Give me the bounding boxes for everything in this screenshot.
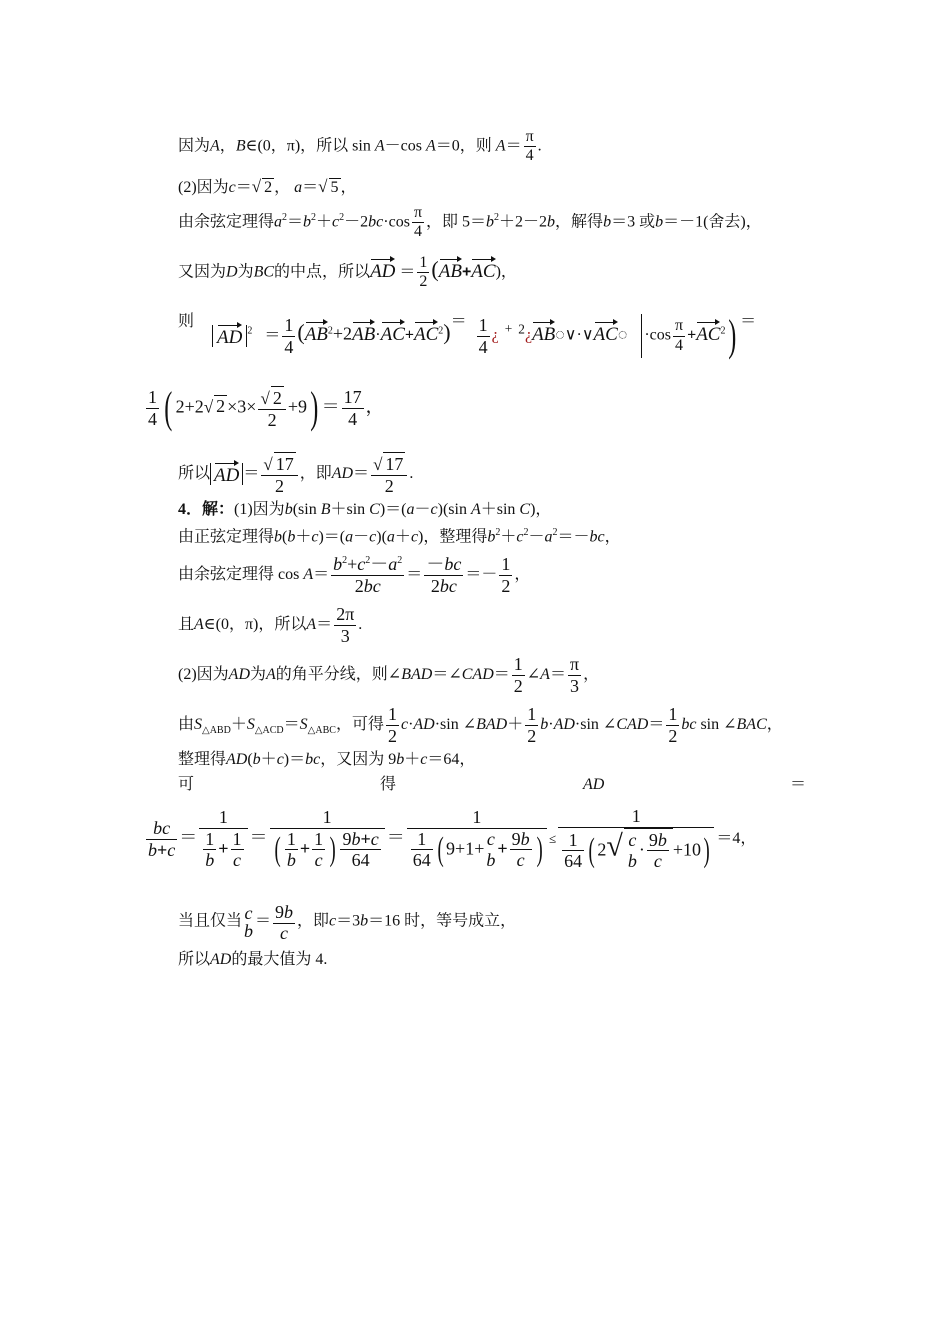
text: 又因为 — [178, 263, 227, 281]
text: ＝4， — [716, 830, 757, 848]
text: ·sin ∠ — [434, 715, 477, 733]
text: ＝ — [302, 179, 319, 196]
vector: AC — [471, 260, 496, 282]
text: ， — [583, 665, 600, 683]
var: CAD — [461, 665, 494, 683]
fraction: $\frac{1}{2}$ — [668, 704, 678, 746]
text: ＝ — [406, 565, 423, 583]
text: ∨·∨ — [564, 326, 594, 344]
var: a — [345, 528, 354, 546]
text: ＋ — [394, 528, 411, 546]
abs-bars — [212, 325, 247, 347]
problem-number: 4．解： — [178, 501, 235, 518]
text: ∈(0，π)，所以 — [203, 615, 307, 633]
var: c — [329, 912, 337, 930]
text: ( — [247, 751, 253, 768]
text: ∈(0，π)，所以 sin — [245, 137, 371, 155]
text: ＝ — [235, 179, 252, 196]
text: ·sin ∠ — [574, 715, 617, 733]
radical-sign: √ — [260, 389, 270, 408]
text: ·cos — [644, 326, 671, 344]
fraction: $\frac{1}{2}$ — [387, 704, 397, 746]
var: c — [276, 751, 284, 768]
var: b — [655, 213, 664, 231]
fraction: c b — [244, 902, 254, 941]
var: AD — [228, 665, 250, 683]
fraction: $\frac{1}{2}$ — [501, 554, 511, 596]
right-paren: ) — [310, 383, 319, 433]
exp: 2 — [339, 212, 345, 224]
line-7 — [178, 452, 413, 496]
text: 2 — [518, 321, 525, 337]
exp: 2 — [494, 212, 500, 224]
fraction: $\frac{\pi}{4}$ — [525, 128, 534, 165]
text: + — [504, 321, 513, 337]
text: ＝ — [243, 464, 260, 482]
var: bc — [589, 528, 605, 546]
fraction: $\frac{1}{2}$ — [513, 654, 523, 696]
var: c — [369, 528, 377, 546]
var: b — [274, 528, 283, 546]
text: 所以 — [178, 464, 211, 482]
var: b — [252, 751, 261, 768]
fraction: $\frac{\pi}{4}$ — [675, 317, 684, 354]
text: ＝ — [179, 827, 198, 848]
vector: AD — [214, 465, 240, 487]
fraction: $\frac{√ 17}{2}$ — [371, 452, 407, 496]
radical-sign: √ — [318, 177, 328, 196]
text: ( — [282, 528, 288, 546]
radicand: 5 — [330, 179, 339, 196]
text: )，整理得 — [418, 528, 488, 546]
text: ， — [766, 715, 783, 733]
text: ＝ — [283, 715, 300, 733]
var: A — [425, 137, 436, 155]
text: 的角平分线，则∠ — [275, 665, 402, 683]
text: ＝ — [353, 464, 370, 482]
text: ，即 5＝ — [426, 213, 487, 231]
var: S — [194, 715, 203, 733]
text: . — [409, 464, 414, 482]
fraction: $\frac{1}{4}$ — [148, 387, 157, 429]
var: AD — [226, 751, 248, 768]
fraction: $\frac{-bc}{2bc}$ — [426, 554, 462, 596]
exp: 2 — [720, 325, 726, 337]
placeholder-glyph: ◌ — [555, 326, 565, 344]
var: C — [369, 501, 380, 518]
text: · — [548, 715, 554, 733]
text: ＝ — [493, 665, 510, 683]
radicand: 2 — [216, 396, 226, 417]
text: ＝3 — [336, 912, 361, 930]
line-11 — [178, 604, 362, 646]
text: ＝ — [505, 137, 522, 155]
fraction: $\frac{1}{4}$ — [284, 314, 294, 357]
line-12 — [178, 654, 599, 696]
var: D — [226, 263, 238, 281]
fraction: $\frac{2\pi}{3}$ — [336, 604, 355, 646]
text: ，可得 — [335, 715, 384, 733]
var: bc — [305, 751, 321, 768]
text: ， — [219, 137, 236, 155]
var: BAC — [736, 715, 767, 733]
var: A — [194, 615, 204, 633]
exp: 2 — [438, 325, 444, 337]
text: － — [528, 528, 545, 546]
line-18 — [178, 952, 327, 968]
text: ＝ — [313, 565, 330, 583]
text: ， — [514, 565, 531, 583]
text: ， — [274, 179, 291, 196]
exp: 2 — [247, 325, 253, 337]
fraction: 1 $\frac{1}{64}$ ( 9+1+ c b + $\frac{9b}{c}$ ) — [407, 807, 547, 871]
vector: AB — [304, 323, 328, 345]
subscript: △ABD — [202, 725, 231, 737]
vector: AC — [696, 323, 721, 345]
garbled-char: ¿ — [491, 326, 499, 344]
text: ＋ — [295, 528, 312, 546]
fraction: $\frac{\pi}{4}$ — [413, 204, 423, 241]
var: c — [420, 751, 428, 768]
var: A — [303, 565, 314, 583]
var: A — [210, 137, 220, 155]
exp: 2 — [552, 527, 558, 538]
var: A — [306, 615, 317, 633]
var: a — [406, 501, 415, 518]
text: 则 — [178, 313, 195, 330]
text: ＋sin — [330, 501, 366, 518]
line-17 — [178, 902, 516, 942]
var: A — [470, 501, 481, 518]
var: C — [519, 501, 531, 518]
text: · — [375, 326, 381, 344]
var: c — [311, 528, 319, 546]
radical-sign: √ — [251, 177, 262, 196]
text: . — [358, 615, 363, 633]
text: 由余弦定理得 cos — [178, 565, 300, 583]
text: · — [408, 715, 414, 733]
line-15-left: 可 — [178, 776, 195, 793]
paren: ( — [431, 256, 439, 282]
var: b — [360, 912, 369, 930]
line-16 — [144, 806, 756, 872]
fraction: $\frac{1}{4}$ — [478, 314, 488, 357]
line-9 — [178, 528, 621, 545]
line-4 — [178, 254, 517, 292]
text: ＝ — [255, 912, 272, 930]
text: (2)因为 — [178, 179, 229, 196]
text: ＝ — [316, 615, 333, 633]
text: ∠ — [526, 665, 541, 683]
text: )＝( — [379, 501, 407, 518]
var: b — [603, 213, 612, 231]
text: ≤ — [548, 831, 557, 847]
text: ＝ — [264, 326, 281, 344]
text: 因为 — [178, 137, 211, 155]
text: 由正弦定理得 — [178, 528, 275, 546]
fraction: $\frac{9b}{c}$ — [275, 902, 294, 943]
var: c — [228, 179, 236, 196]
fraction: $\frac{17}{4}$ — [343, 387, 362, 429]
exp: 2 — [311, 212, 317, 224]
var: b — [540, 715, 549, 733]
text: 的最大值为 4. — [231, 951, 328, 968]
exp: 2 — [327, 325, 333, 337]
var: AD — [413, 715, 435, 733]
line-3 — [178, 204, 762, 242]
vector: AC — [593, 323, 618, 345]
paren: ( — [297, 319, 305, 345]
text: ，即 — [297, 912, 330, 930]
var: BC — [253, 263, 275, 281]
var: BAD — [401, 665, 433, 683]
text: 为 — [237, 263, 254, 281]
text: 所以 — [178, 951, 211, 968]
var: A — [495, 137, 506, 155]
vector: AD — [217, 327, 243, 348]
vector: AD — [370, 260, 396, 282]
var: a — [386, 528, 395, 546]
text: 且 — [178, 615, 195, 633]
fraction: 1 $\frac{1}{64}$ ( 2√ c b · $\frac{9b}{c}$ +10) — [558, 806, 714, 872]
line-15-mid: 得 — [380, 776, 397, 793]
var: c — [430, 501, 438, 518]
var: b — [396, 751, 405, 768]
fraction: $\frac{b^2+c^2-a^2}{2bc}$ — [333, 554, 403, 596]
text: ＝ — [549, 665, 566, 683]
text: )( — [376, 528, 387, 546]
text: ， — [365, 396, 384, 417]
text: (sin — [292, 501, 317, 518]
text: 当且仅当 — [178, 912, 243, 930]
text: ＝ — [386, 827, 405, 848]
text: ＝ — [287, 213, 304, 231]
var: a — [274, 213, 283, 231]
text: ，即 — [299, 464, 332, 482]
line-1 — [178, 128, 542, 166]
line-10 — [178, 554, 530, 596]
var: c — [400, 715, 409, 733]
var: b — [287, 528, 296, 546]
text: ＝ — [249, 827, 268, 848]
subscript: △ABC — [307, 725, 336, 737]
var: CAD — [616, 715, 649, 733]
text: )(sin — [437, 501, 467, 518]
fraction: 1 ( $\frac{1}{b}$ + $\frac{1}{c}$ ) $\frac{9b+c}{64}$ — [270, 807, 385, 871]
text: ， — [604, 528, 621, 546]
garbled-char: ¿ — [524, 326, 533, 344]
text: － — [353, 528, 370, 546]
line-8 — [178, 502, 551, 518]
text: ＝16 时，等号成立， — [368, 912, 517, 930]
text: ＝ — [399, 263, 416, 281]
fraction: $\frac{bc}{b+c}$ — [148, 817, 176, 860]
var: c — [332, 213, 340, 231]
text: ＝∠ — [432, 665, 462, 683]
text: )， — [495, 263, 517, 281]
vector: AB — [352, 323, 376, 345]
radicand: 2 — [272, 388, 282, 408]
text: + — [687, 326, 697, 344]
text: 2+2 — [175, 396, 204, 417]
fraction: $\frac{1}{2}$ — [419, 254, 428, 291]
text: +2 — [332, 323, 353, 344]
text: sin ∠ — [696, 715, 737, 733]
line-13 — [178, 704, 783, 746]
text: ×3× — [227, 396, 257, 417]
text: + — [461, 263, 472, 281]
text: (2)因为 — [178, 665, 229, 683]
var: b — [303, 213, 312, 231]
vector: AC — [414, 323, 439, 345]
fraction: $\frac{√ 17}{2}$ — [261, 452, 297, 496]
fraction: $\frac{1}{2}$ — [527, 704, 537, 746]
radical-sign: √ — [203, 397, 214, 417]
text: ＋ — [316, 213, 333, 231]
text: ，又因为 9 — [320, 751, 397, 768]
line-14 — [178, 752, 475, 768]
line-2 — [178, 178, 357, 196]
text: 由 — [178, 715, 195, 733]
text: －cos — [384, 137, 422, 155]
var: c — [410, 528, 419, 546]
var: c — [516, 528, 524, 546]
var: B — [235, 137, 246, 155]
text: ＋ — [230, 715, 247, 733]
var: bc — [681, 715, 697, 733]
var: a — [294, 179, 303, 196]
exp: 2 — [495, 527, 501, 538]
vector: AB — [438, 260, 462, 282]
var: b — [547, 213, 556, 231]
text: ＝ — [740, 313, 757, 330]
placeholder-glyph: ◌ — [617, 326, 628, 344]
text: (1)因为 — [234, 501, 285, 518]
var: A — [540, 665, 550, 683]
text: ，解得 — [555, 213, 604, 231]
text: )＝( — [318, 528, 346, 546]
var: S — [299, 715, 308, 733]
exp: 2 — [282, 212, 288, 224]
var: a — [544, 528, 553, 546]
left-paren: ( — [164, 383, 173, 433]
text: 由余弦定理得 — [178, 213, 275, 231]
vector: AC — [380, 323, 405, 345]
text: )， — [530, 501, 552, 518]
right-paren: ) — [728, 311, 737, 360]
text: 整理得 — [178, 751, 227, 768]
var: S — [246, 715, 255, 733]
var: BAD — [476, 715, 508, 733]
var: A — [374, 137, 385, 155]
paren: ) — [443, 319, 451, 345]
var: AD — [331, 464, 354, 482]
text: ＝ — [450, 313, 467, 330]
text: ＝－ — [465, 565, 498, 583]
var: b — [486, 213, 495, 231]
text: ＋2－2 — [499, 213, 548, 231]
line-6 — [144, 383, 384, 433]
text: ， — [340, 179, 357, 196]
abs-bars — [210, 463, 243, 485]
var: AD — [210, 951, 232, 968]
fraction: 1 $\frac{1}{b}$ + $\frac{1}{c}$ — [199, 807, 247, 871]
text: － — [414, 501, 431, 518]
line-15-eq: ＝ — [790, 776, 807, 793]
text: )＝ — [283, 751, 306, 768]
fraction: $\frac{\pi}{3}$ — [569, 654, 580, 696]
var: b — [487, 528, 496, 546]
text: + — [404, 326, 415, 344]
text: 为 — [250, 665, 267, 683]
text: ＋sin — [480, 501, 516, 518]
var: bc — [368, 213, 384, 231]
var: AD — [553, 715, 575, 733]
vector: AB — [532, 323, 556, 345]
text: +9 — [287, 396, 307, 417]
var: b — [284, 501, 293, 518]
text: ＋ — [507, 715, 524, 733]
subscript: △ACD — [254, 725, 284, 737]
text: ＝－ — [557, 528, 590, 546]
text: 的中点，所以 — [274, 263, 371, 281]
text: ＝0，则 — [435, 137, 492, 155]
text: ＝3 或 — [611, 213, 656, 231]
text: ＝64， — [427, 751, 476, 768]
text: ＝ — [648, 715, 665, 733]
abs-bar — [641, 314, 642, 358]
var: B — [320, 501, 331, 518]
text: －2 — [344, 213, 369, 231]
line-15-var: AD — [583, 776, 605, 793]
text: ＋ — [500, 528, 517, 546]
text: ·cos — [383, 213, 410, 231]
fraction: $\frac{√ 2}{2}$ — [258, 386, 285, 430]
text: ＝ — [321, 396, 340, 417]
exp: 2 — [523, 527, 529, 538]
text: ＋ — [404, 751, 421, 768]
text: . — [537, 137, 542, 155]
text: ＋ — [260, 751, 277, 768]
text: ＝－1(舍去)， — [663, 213, 762, 231]
radicand: 2 — [264, 179, 273, 196]
var: A — [266, 665, 276, 683]
line-5 — [178, 311, 757, 360]
